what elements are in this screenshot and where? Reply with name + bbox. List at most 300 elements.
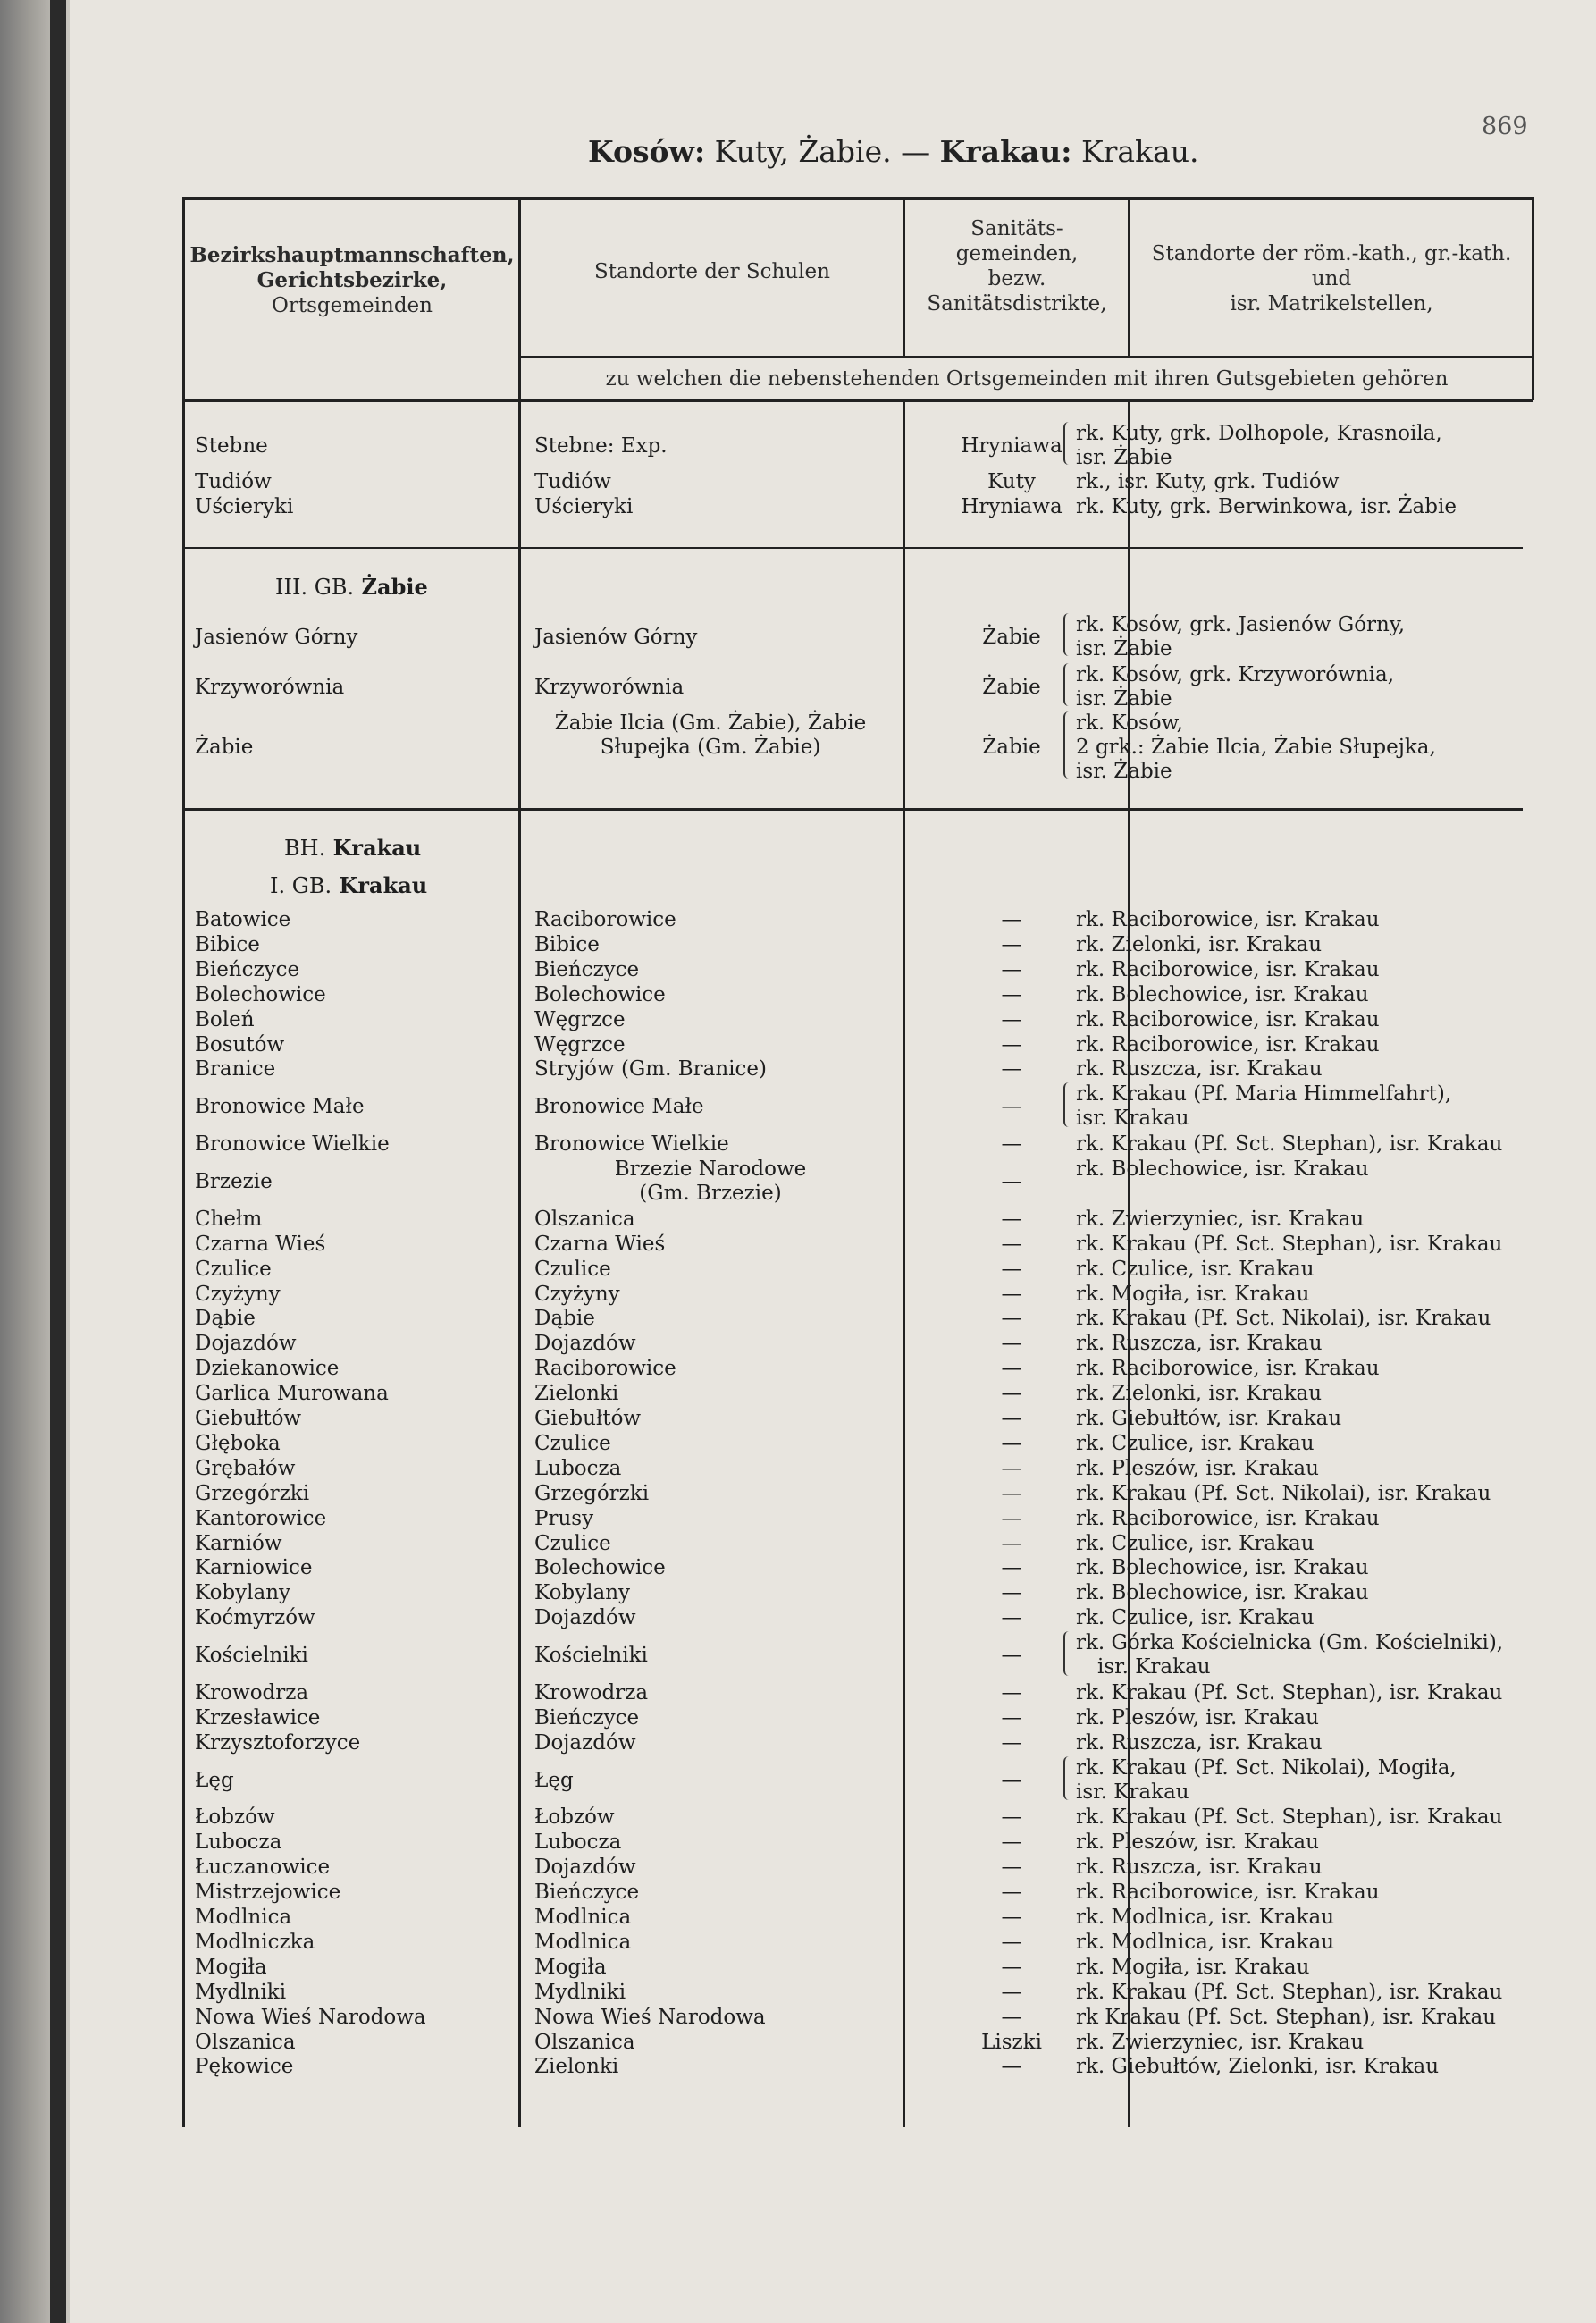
parish-registry-line: rk. Krakau (Pf. Sct. Nikolai), isr. Krakau [1076, 1481, 1491, 1505]
header-col3-line1: Sanitäts- [970, 217, 1063, 240]
school-location-line: Grzegórzki [534, 1481, 650, 1505]
sanitary-district: Liszki [981, 2030, 1042, 2054]
school-location-line: Dojazdów [534, 1730, 636, 1755]
school-location [534, 626, 697, 650]
sanitary-district: — [1001, 1382, 1022, 1406]
municipality-name: Branice [195, 1057, 276, 1082]
sanitary-district: — [1001, 1730, 1022, 1755]
brace-mark [1063, 1631, 1071, 1676]
school-location-line: Bieńczyce [534, 957, 640, 981]
school-location-line: Bolechowice [534, 982, 666, 1006]
parish-registry [1076, 1805, 1502, 1830]
table-row [182, 1132, 1533, 1157]
table-rule [1128, 197, 1130, 358]
parish-registry-line: rk. Giebułtów, Zielonki, isr. Krakau [1076, 2055, 1440, 2079]
parish-registry-line: isr. Żabie [1076, 687, 1172, 711]
parish-registry-line: rk. Górka Kościelnicka (Gm. Kościelniki), [1076, 1631, 1504, 1655]
sanitary-district: Kuty [987, 470, 1036, 493]
school-location-line: Bronowice Małe [534, 1095, 704, 1119]
school-location [534, 1769, 574, 1793]
parish-registry [1076, 1332, 1323, 1356]
section-prefix: III. GB. [275, 575, 355, 600]
school-location-line: Czulice [534, 1257, 611, 1281]
table-row [182, 1881, 1533, 1906]
sanitary-district: — [1001, 1906, 1022, 1929]
school-location [534, 908, 676, 932]
school-location [534, 933, 600, 957]
table-row [182, 470, 1533, 494]
municipality-name: Grzegórzki [195, 1481, 310, 1505]
parish-registry [1076, 1756, 1457, 1805]
parish-registry [1076, 1631, 1503, 1679]
parish-registry-line: rk. Bolechowice, isr. Krakau [1076, 982, 1369, 1006]
school-location-line: Prusy [534, 1506, 594, 1530]
municipality-name: Żabie [195, 736, 254, 759]
school-location-line: Raciborowice [534, 1357, 676, 1381]
parish-registry-line: rk., isr. Kuty, grk. Tudiów [1076, 470, 1340, 493]
municipality-name: Krzysztoforzyce [195, 1730, 361, 1755]
school-location [534, 958, 639, 982]
municipality-name: Czyżyny [195, 1282, 281, 1306]
school-location-line: Czarna Wieś [534, 1232, 666, 1256]
school-location [534, 1956, 607, 1980]
parish-registry-line: rk. Giebułtów, isr. Krakau [1076, 1407, 1342, 1430]
parish-registry-line: rk. Pleszów, isr. Krakau [1076, 1831, 1319, 1855]
header-col3-line3: bezw. [987, 267, 1046, 290]
parish-registry [1076, 1831, 1319, 1855]
table-row [182, 1981, 1533, 2006]
school-location [534, 1332, 636, 1356]
parish-registry-line: rk. Ruszcza, isr. Krakau [1076, 1730, 1323, 1755]
school-location-line: Czulice [534, 1531, 611, 1555]
sanitary-district: — [1001, 1481, 1022, 1505]
table-row [182, 2031, 1533, 2056]
municipality-name: Modlnica [195, 1906, 292, 1929]
parish-registry-line: isr. Żabie [1076, 446, 1172, 469]
running-head-district: Kosów: [588, 134, 706, 169]
parish-registry-line: rk Krakau (Pf. Sct. Stephan), isr. Krakau [1076, 2005, 1497, 2029]
parish-registry [1076, 1906, 1334, 1930]
municipality-name: Krowodrza [195, 1680, 309, 1704]
sanitary-district: — [1001, 1768, 1022, 1792]
parish-registry-line: rk. Kosów, grk. Jasienów Górny, [1076, 613, 1406, 636]
header-col1-line3: Ortsgemeinden [272, 294, 433, 317]
table-rule [518, 356, 1533, 358]
sanitary-district: Hryniawa [961, 495, 1063, 518]
parish-registry-line: isr. Krakau [1076, 1780, 1189, 1804]
parish-registry [1076, 1307, 1491, 1331]
document-page [70, 0, 1596, 2323]
sanitary-district: — [1001, 1606, 1022, 1630]
sanitary-district: — [1001, 1556, 1022, 1580]
municipality-name: Chełm [195, 1207, 263, 1231]
table-row [182, 1631, 1533, 1681]
section-prefix: I. GB. [270, 873, 332, 898]
table-rule [1532, 197, 1534, 400]
running-head-court-2: Krakau. [1071, 134, 1199, 169]
school-location-line: Olszanica [534, 1207, 635, 1231]
sanitary-district: — [1001, 1705, 1022, 1730]
school-location [534, 1008, 626, 1032]
sanitary-district: — [1001, 1332, 1022, 1356]
parish-registry [1076, 1082, 1451, 1131]
sanitary-district: Hryniawa [961, 433, 1063, 458]
municipality-name: Łęg [195, 1768, 234, 1792]
school-location-line: Zielonki [534, 2055, 619, 2079]
parish-registry [1076, 1457, 1319, 1481]
table-row [182, 983, 1533, 1008]
parish-registry-line: rk. Raciborowice, isr. Krakau [1076, 1881, 1380, 1905]
table-row [182, 1233, 1533, 1258]
school-location-line: Brzezie Narodowe [614, 1157, 807, 1181]
school-location-line: Kościelniki [534, 1644, 648, 1668]
sanitary-district: — [1001, 1644, 1022, 1668]
school-location [534, 676, 684, 700]
municipality-name: Pękowice [195, 2055, 294, 2079]
municipality-name: Grębałów [195, 1456, 296, 1480]
table-row [182, 1681, 1533, 1706]
school-location-line: Luboczа [534, 1831, 622, 1855]
municipality-name: Kobylany [195, 1581, 291, 1605]
table-row [182, 1731, 1533, 1756]
municipality-name: Modlniczka [195, 1930, 315, 1954]
parish-registry-line: rk. Raciborowice, isr. Krakau [1076, 1007, 1380, 1031]
table-row [182, 1532, 1533, 1557]
parish-registry [1076, 613, 1405, 661]
parish-registry-line: rk. Krakau (Pf. Sct. Stephan), isr. Krakau [1076, 1232, 1503, 1256]
parish-registry [1076, 1208, 1364, 1232]
table-row [182, 1706, 1533, 1731]
header-col3-line2: gemeinden, [955, 242, 1079, 265]
section-prefix: BH. [284, 836, 326, 861]
school-location [534, 1457, 621, 1481]
school-location [534, 1208, 635, 1232]
school-location-line: Modlnica [534, 1930, 632, 1954]
school-location [534, 1283, 620, 1307]
table-row [182, 1082, 1533, 1132]
parish-registry-line: rk. Mogiła, isr. Krakau [1076, 1282, 1310, 1306]
parish-registry-line: rk. Ruszcza, isr. Krakau [1076, 1057, 1323, 1082]
school-location [534, 1482, 649, 1506]
school-location [534, 1507, 593, 1531]
parish-registry [1076, 1432, 1315, 1456]
sanitary-district: — [1001, 2005, 1022, 2029]
header-col1-line1: Bezirkshauptmannschaften, [189, 243, 515, 267]
running-head-courts: Kuty, Żabie. — [705, 134, 940, 169]
table-rule [182, 399, 1533, 402]
parish-registry [1076, 1731, 1323, 1755]
school-location-line: Jasienów Górny [534, 625, 698, 649]
parish-registry-line: rk. Krakau (Pf. Maria Himmelfahrt), [1076, 1082, 1452, 1107]
municipality-name: Olszanica [195, 2030, 296, 2054]
school-location [527, 711, 894, 760]
sanitary-district: — [1001, 1357, 1022, 1381]
table-row [182, 1033, 1533, 1058]
parish-registry [1076, 663, 1394, 711]
school-location [534, 1931, 631, 1955]
sanitary-district: — [1001, 1169, 1022, 1193]
parish-registry [1076, 2055, 1439, 2079]
school-location [534, 1033, 626, 1057]
municipality-name: Łuczanowice [195, 1856, 331, 1880]
sanitary-district: — [1001, 908, 1022, 931]
brace-mark [1063, 1082, 1071, 1127]
school-location [534, 1906, 631, 1930]
parish-registry [1076, 1956, 1309, 1980]
school-location [534, 1382, 618, 1406]
table-row [182, 1307, 1533, 1332]
header-col1 [186, 243, 518, 318]
sanitary-district: — [1001, 1307, 1022, 1331]
school-location-line: Tudiów [534, 470, 611, 493]
municipality-name: Kościelniki [195, 1644, 308, 1668]
parish-registry-line: rk. Krakau (Pf. Sct. Nikolai), Mogiła, [1076, 1755, 1457, 1780]
school-location-line: Uścieryki [534, 495, 634, 518]
school-location [534, 1095, 704, 1119]
school-location [534, 1856, 636, 1880]
parish-registry-line: rk. Modlnica, isr. Krakau [1076, 1906, 1335, 1929]
municipality-name: Bronowice Małe [195, 1095, 365, 1119]
parish-registry-line: rk. Krakau (Pf. Sct. Stephan), isr. Krakau [1076, 1980, 1503, 2004]
parish-registry-line: isr. Krakau [1076, 1107, 1189, 1131]
sanitary-district: — [1001, 1232, 1022, 1256]
school-location [534, 1432, 611, 1456]
municipality-name: Bieńczyce [195, 957, 300, 981]
parish-registry [1076, 2006, 1496, 2030]
parish-registry-line: rk. Krakau (Pf. Sct. Nikolai), isr. Krakau [1076, 1307, 1491, 1331]
section-heading-zabie [275, 574, 428, 600]
parish-registry-line: rk. Pleszów, isr. Krakau [1076, 1456, 1319, 1480]
sanitary-district: — [1001, 1407, 1022, 1430]
school-location [534, 2055, 618, 2079]
brace-mark [1063, 711, 1071, 779]
municipality-name: Brzezie [195, 1169, 273, 1193]
table-row [182, 663, 1533, 711]
school-location-line: Dojazdów [534, 1332, 636, 1356]
school-location-line: Czyżyny [534, 1282, 620, 1306]
parish-registry [1076, 933, 1322, 957]
sanitary-district: — [1001, 1831, 1022, 1855]
municipality-name: Batowice [195, 908, 291, 931]
school-location [534, 1606, 636, 1630]
brace-mark [1063, 663, 1071, 706]
parish-registry [1076, 495, 1457, 519]
parish-registry [1076, 1881, 1380, 1905]
school-location [534, 1731, 636, 1755]
parish-registry [1076, 958, 1380, 982]
school-location-line: Kobylany [534, 1581, 631, 1605]
table-row [182, 1357, 1533, 1382]
parish-registry-line: rk. Zielonki, isr. Krakau [1076, 932, 1323, 956]
parish-registry [1076, 1681, 1502, 1705]
school-location [534, 470, 611, 494]
parish-registry-line: rk. Krakau (Pf. Sct. Stephan), isr. Krakau [1076, 1680, 1503, 1704]
sanitary-district: — [1001, 1581, 1022, 1605]
parish-registry-line: rk. Czulice, isr. Krakau [1076, 1257, 1315, 1281]
parish-registry-line: rk. Czulice, isr. Krakau [1076, 1431, 1315, 1455]
sanitary-district: — [1001, 1980, 1022, 2004]
table-row [182, 422, 1533, 470]
header-col4 [1131, 241, 1532, 316]
parish-registry [1076, 1057, 1323, 1082]
section-name: Krakau [339, 872, 428, 898]
parish-registry [1076, 470, 1339, 494]
school-location [534, 1581, 630, 1605]
school-location [534, 1532, 611, 1556]
parish-registry-line: rk. Modlnica, isr. Krakau [1076, 1930, 1335, 1954]
sanitary-district: Żabie [982, 736, 1041, 759]
school-location-line: Węgrzce [534, 1007, 626, 1031]
sanitary-district: — [1001, 957, 1022, 981]
parish-registry-line: rk. Raciborowice, isr. Krakau [1076, 908, 1380, 931]
parish-registry [1076, 1931, 1334, 1955]
table-row [182, 1756, 1533, 1806]
parish-registry [1076, 1532, 1315, 1556]
school-location [534, 1805, 615, 1830]
parish-registry-line: rk. Ruszcza, isr. Krakau [1076, 1856, 1323, 1880]
school-location-line: Nowa Wieś Narodowa [534, 2005, 766, 2029]
municipality-name: Garlica Murowana [195, 1382, 389, 1406]
table-rule [182, 547, 1523, 549]
parish-registry-line: isr. Krakau [1097, 1655, 1211, 1679]
header-col4-line2: isr. Matrikelstellen, [1230, 292, 1433, 316]
parish-registry [1076, 1283, 1309, 1307]
municipality-name: Bronowice Wielkie [195, 1132, 390, 1157]
table-row [182, 1457, 1533, 1482]
sanitary-district: — [1001, 1007, 1022, 1031]
sanitary-district: — [1001, 1282, 1022, 1306]
brace-mark [1063, 613, 1071, 656]
parish-registry-line: rk. Raciborowice, isr. Krakau [1076, 957, 1380, 981]
school-location [534, 495, 633, 519]
school-location-line: Bronowice Wielkie [534, 1132, 729, 1157]
parish-registry-line: isr. Żabie [1076, 760, 1172, 783]
school-location-line: Krowodrza [534, 1680, 649, 1704]
sanitary-district: — [1001, 982, 1022, 1006]
brace-mark [1063, 422, 1071, 465]
municipality-name: Krzyworównia [195, 675, 345, 699]
parish-registry [1076, 1382, 1322, 1406]
school-location [534, 1881, 639, 1905]
sanitary-district: — [1001, 1095, 1022, 1119]
school-location [534, 1307, 595, 1331]
register-table [182, 197, 1533, 2127]
municipality-name: Mydlniki [195, 1980, 287, 2004]
parish-registry-line: rk. Ruszcza, isr. Krakau [1076, 1332, 1323, 1356]
book-spine [50, 0, 66, 2323]
sanitary-district: — [1001, 1456, 1022, 1480]
school-location-line: Żabie Ilcia (Gm. Żabie), Żabie [554, 711, 867, 735]
parish-registry [1076, 1407, 1341, 1431]
table-rule [903, 197, 905, 358]
table-row [182, 1157, 1533, 1208]
parish-registry-line: rk. Raciborowice, isr. Krakau [1076, 1506, 1380, 1530]
sanitary-district: — [1001, 1881, 1022, 1905]
municipality-name: Bolechowice [195, 982, 326, 1006]
school-location [534, 434, 668, 459]
sanitary-district: — [1001, 1680, 1022, 1704]
table-row [182, 958, 1533, 983]
parish-registry-line: rk. Czulice, isr. Krakau [1076, 1531, 1315, 1555]
table-row [182, 1008, 1533, 1033]
school-location-line: Olszanica [534, 2030, 635, 2054]
parish-registry [1076, 2031, 1364, 2055]
parish-registry-line: rk. Krakau (Pf. Sct. Stephan), isr. Krakau [1076, 1805, 1503, 1830]
sanitary-district: — [1001, 932, 1022, 956]
school-location [534, 1681, 648, 1705]
header-col3 [906, 216, 1128, 316]
parish-registry-line: rk. Kuty, grk. Dolhopole, Krasnoila, [1076, 422, 1442, 445]
table-row [182, 933, 1533, 958]
school-location [534, 2006, 766, 2030]
running-head [588, 134, 1199, 169]
school-location-line: Stryjów (Gm. Branice) [534, 1057, 767, 1082]
municipality-name: Krzesławice [195, 1705, 321, 1730]
sanitary-district: — [1001, 1431, 1022, 1455]
parish-registry-line: rk. Raciborowice, isr. Krakau [1076, 1357, 1380, 1381]
table-row [182, 495, 1533, 519]
table-row [182, 1906, 1533, 1931]
parish-registry [1076, 1233, 1502, 1257]
municipality-name: Bosutów [195, 1032, 285, 1056]
municipality-name: Uścieryki [195, 495, 294, 518]
table-row [182, 1831, 1533, 1856]
school-location-line: Dąbie [534, 1307, 595, 1331]
municipality-name: Dziekanowice [195, 1357, 340, 1381]
school-location-line: Łobzów [534, 1805, 615, 1830]
sanitary-district: — [1001, 1132, 1022, 1157]
school-location-line: Mogiła [534, 1955, 607, 1979]
parish-registry [1076, 1507, 1380, 1531]
school-location [534, 1357, 676, 1381]
parish-registry-line: rk. Zielonki, isr. Krakau [1076, 1382, 1323, 1406]
school-location [534, 1706, 639, 1730]
school-location [534, 1132, 729, 1157]
municipality-name: Nowa Wieś Narodowa [195, 2005, 426, 2029]
table-row [182, 1407, 1533, 1432]
municipality-name: Jasienów Górny [195, 625, 358, 649]
sanitary-district: — [1001, 1506, 1022, 1530]
municipality-name: Luboczа [195, 1831, 282, 1855]
municipality-name: Dojazdów [195, 1332, 297, 1356]
table-row [182, 1556, 1533, 1581]
table-row [182, 908, 1533, 933]
page-number: 869 [1482, 113, 1528, 140]
table-row [182, 1332, 1533, 1357]
parish-registry-line: rk. Bolechowice, isr. Krakau [1076, 1556, 1369, 1580]
school-location-line: Krzyworównia [534, 675, 685, 699]
sanitary-district: — [1001, 1531, 1022, 1555]
parish-registry-line: rk. Pleszów, isr. Krakau [1076, 1705, 1319, 1730]
school-location-line: Giebułtów [534, 1407, 642, 1430]
sanitary-district: Żabie [982, 675, 1041, 699]
parish-registry [1076, 1258, 1315, 1282]
parish-registry [1076, 1581, 1369, 1605]
parish-registry [1076, 1008, 1380, 1032]
section-name: Żabie [361, 574, 428, 600]
table-row [182, 1956, 1533, 1981]
section-heading-bh-krakau [284, 835, 421, 861]
table-row [182, 1208, 1533, 1233]
school-location-line: Stebne: Exp. [534, 433, 668, 458]
parish-registry-line: rk. Kosów, grk. Krzyworównia, [1076, 663, 1395, 686]
parish-registry-line: rk. Krakau (Pf. Sct. Stephan), isr. Krakau [1076, 1132, 1503, 1157]
municipality-name: Giebułtów [195, 1407, 302, 1430]
parish-registry-line: rk. Kuty, grk. Berwinkowa, isr. Żabie [1076, 495, 1457, 518]
header-col1-line2: Gerichtsbezirke, [256, 268, 448, 292]
parish-registry-line: rk. Raciborowice, isr. Krakau [1076, 1032, 1380, 1056]
parish-registry-line: rk. Mogiła, isr. Krakau [1076, 1955, 1310, 1979]
